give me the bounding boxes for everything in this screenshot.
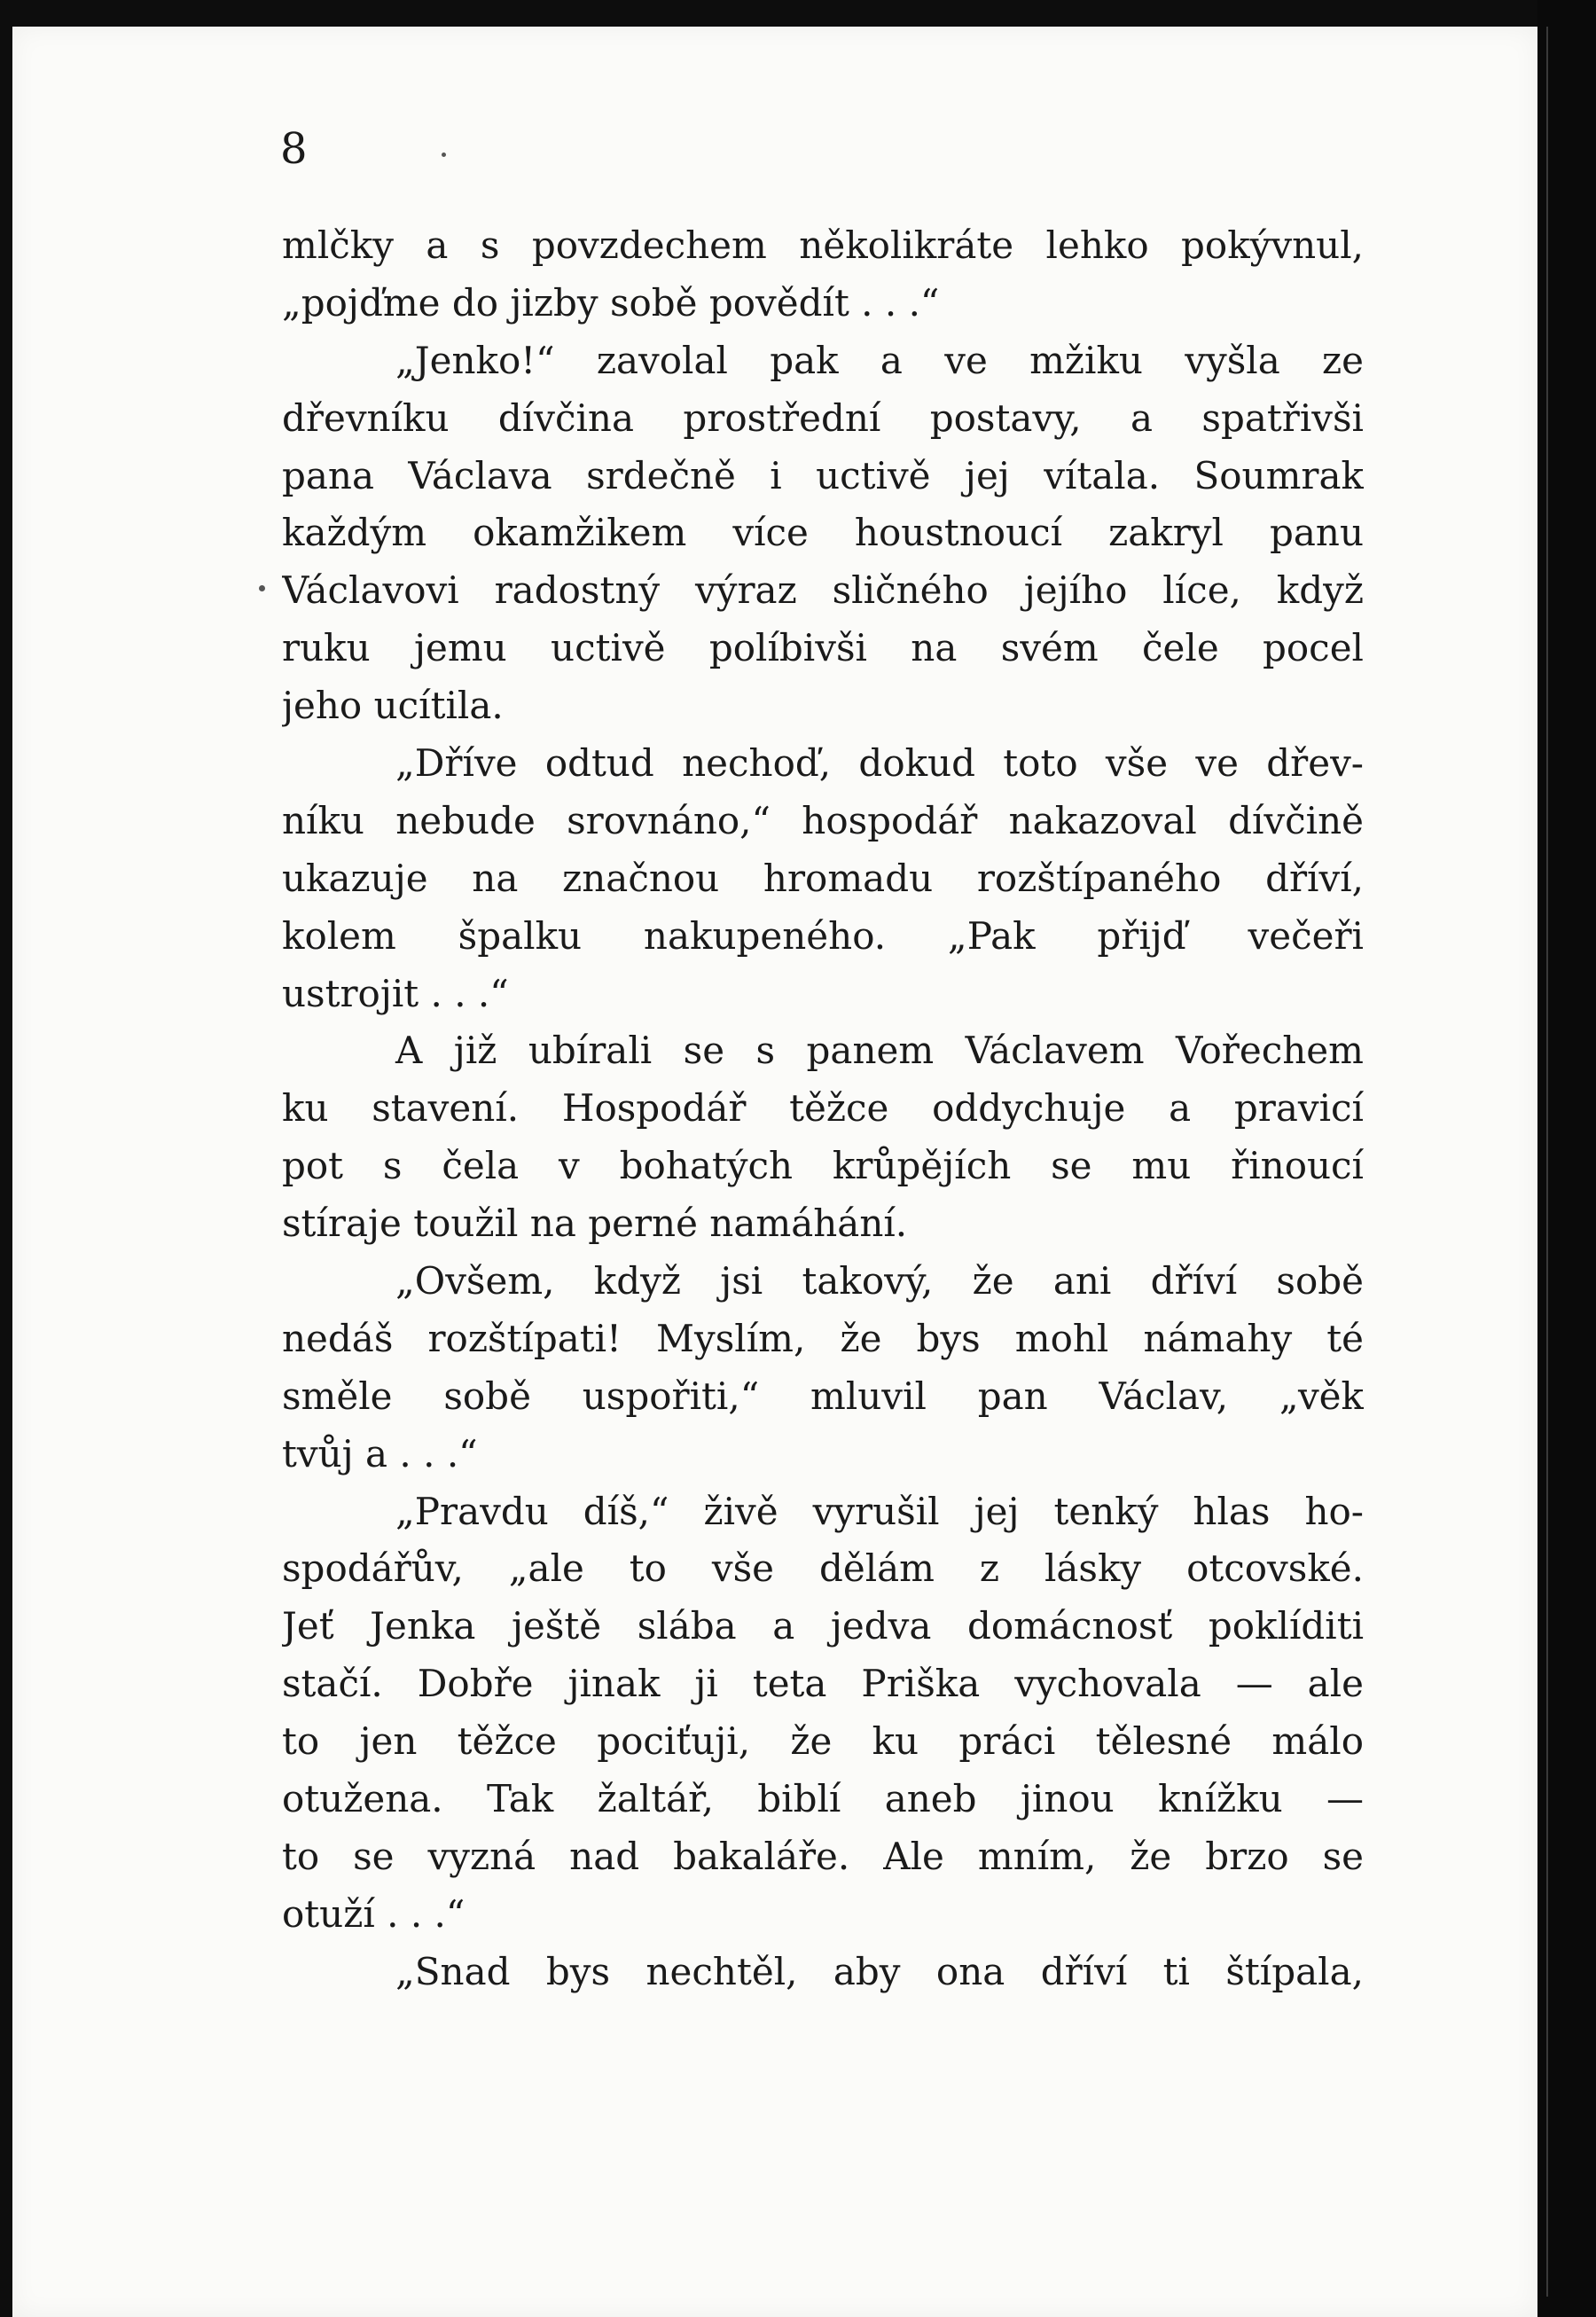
text-line: stíraje toužil na perné namáhání. xyxy=(282,1202,908,1246)
text-line: „Ovšem, když jsi takový, že ani dříví sobě xyxy=(395,1259,1364,1303)
text-line: mlčky a s povzdechem několikráte lehko pokývnul, xyxy=(282,223,1364,267)
text-line: otuží . . .“ xyxy=(282,1891,466,1936)
text-line: ruku jemu uctivě políbivši na svém čele pocel xyxy=(282,626,1364,670)
text-line: ku stavení. Hospodář těžce oddychuje a pravicí xyxy=(282,1086,1364,1131)
text-line: ukazuje na značnou hromadu rozštípaného dříví, xyxy=(282,856,1364,900)
text-line: směle sobě uspořiti,“ mluvil pan Václav, „věk xyxy=(282,1374,1364,1418)
text-line: kolem špalku nakupeného. „Pak přijď večeři xyxy=(282,913,1364,958)
text-line: „Pravdu díš,“ živě vyrušil jej tenký hlas ho- xyxy=(395,1489,1364,1533)
text-line: každým okamžikem více houstnoucí zakryl panu xyxy=(282,511,1364,555)
text-line: A již ubírali se s panem Václavem Vořechem xyxy=(395,1029,1364,1073)
text-line: „Snad bys nechtěl, aby ona dříví ti štípala, xyxy=(395,1949,1364,1993)
text-line: níku nebude srovnáno,“ hospodář nakazoval dívčině xyxy=(282,798,1364,842)
text-line: ustrojit . . .“ xyxy=(282,971,509,1015)
text-line: otužena. Tak žaltář, biblí aneb jinou knížku — xyxy=(282,1777,1364,1821)
text-line: jeho ucítila. xyxy=(282,684,504,728)
text-line: pana Václava srdečně i uctivě jej vítala. Soumrak xyxy=(282,453,1364,497)
body-text xyxy=(282,217,1364,2001)
text-line: dřevníku dívčina prostřední postavy, a spatřivši xyxy=(282,395,1364,440)
text-line: to se vyzná nad bakaláře. Ale mním, že brzo se xyxy=(282,1834,1364,1878)
text-line: „pojďme do jizby sobě povědít . . .“ xyxy=(282,280,940,325)
scan-speck xyxy=(259,585,265,591)
text-line: stačí. Dobře jinak ji teta Priška vychovala — ale xyxy=(282,1662,1364,1706)
text-line: „Jenko!“ zavolal pak a ve mžiku vyšla ze xyxy=(395,338,1364,382)
text-line: „Dříve odtud nechoď, dokud toto vše ve dřev- xyxy=(395,741,1364,786)
text-line: spodářův, „ale to vše dělám z lásky otcovské. xyxy=(282,1546,1364,1591)
text-line: pot s čela v bohatých krůpějích se mu řinoucí xyxy=(282,1144,1364,1188)
text-line: Jeť Jenka ještě slába a jedva domácnosť poklíditi xyxy=(282,1604,1364,1648)
scan-border xyxy=(1537,0,1596,2317)
text-line: tvůj a . . .“ xyxy=(282,1431,478,1476)
scan-speck xyxy=(442,153,446,157)
text-line: Václavovi radostný výraz sličného jejího líce, když xyxy=(282,568,1364,613)
text-line: to jen těžce pociťuji, že ku práci tělesné málo xyxy=(282,1719,1364,1764)
page-number: 8 xyxy=(280,124,308,174)
text-line: nedáš rozštípati! Myslím, že bys mohl námahy té xyxy=(282,1316,1364,1360)
